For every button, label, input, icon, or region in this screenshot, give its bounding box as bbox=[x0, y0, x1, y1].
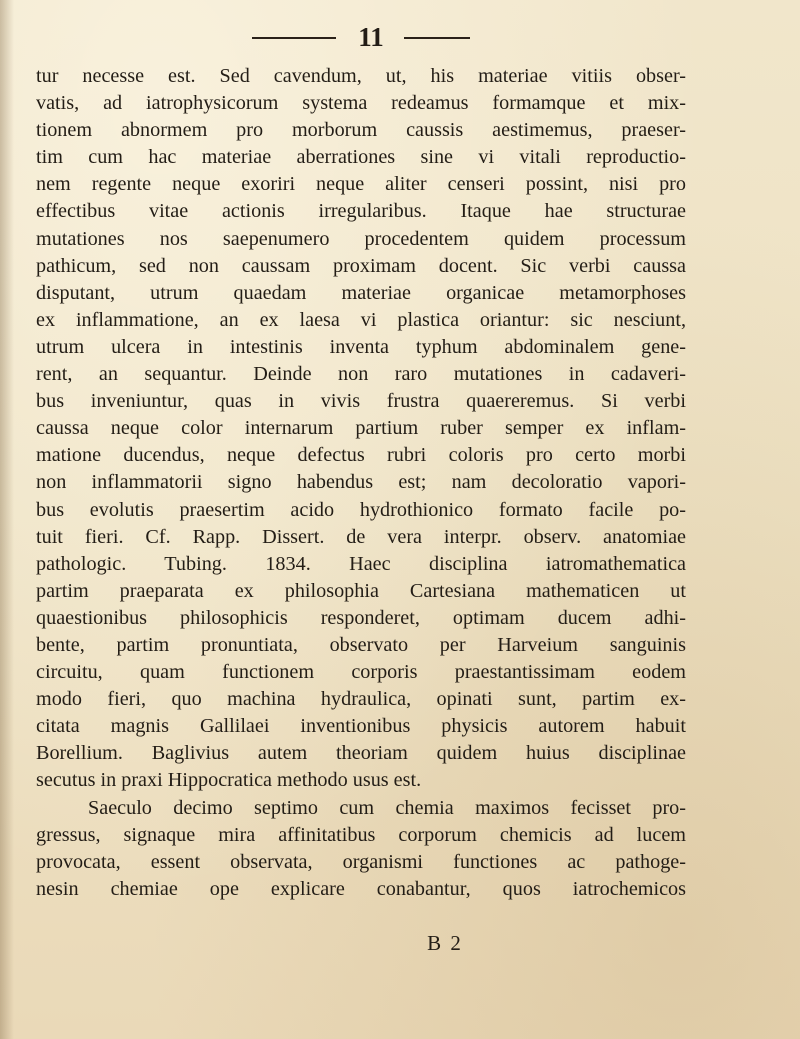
text-line: tionem abnormem pro morborum caussis aestimemus, praeser- bbox=[36, 119, 686, 142]
text-line: modo fieri, quo machina hydraulica, opinati sunt, partim ex- bbox=[36, 688, 686, 711]
text-line-paragraph-end: secutus in praxi Hippocratica methodo usus est. bbox=[36, 769, 422, 792]
page-number: 11 bbox=[358, 22, 384, 52]
text-line: bus evolutis praesertim acido hydrothionico formato facile po- bbox=[36, 498, 686, 521]
header-rule-left bbox=[252, 37, 336, 39]
text-line: tuit fieri. Cf. Rapp. Dissert. de vera interpr. observ. anatomiae bbox=[36, 525, 686, 548]
signature-mark: B 2 bbox=[427, 931, 463, 955]
body-text bbox=[36, 63, 686, 903]
text-line: citata magnis Gallilaei inventionibus physicis autorem habuit bbox=[36, 715, 686, 738]
text-line: tur necesse est. Sed cavendum, ut, his materiae vitiis obser- bbox=[36, 65, 686, 87]
text-line: matione ducendus, neque defectus rubri coloris pro certo morbi bbox=[36, 444, 686, 467]
text-line: effectibus vitae actionis irregularibus. Itaque hae structurae bbox=[36, 200, 686, 223]
text-line: vatis, ad iatrophysicorum systema redeamus formamque et mix- bbox=[36, 92, 686, 115]
text-line: mutationes nos saepenumero procedentem quidem processum bbox=[36, 227, 686, 250]
text-line: gressus, signaque mira affinitatibus corporum chemicis ad lucem bbox=[36, 823, 686, 846]
text-line: non inflammatorii signo habendus est; nam decoloratio vapori- bbox=[36, 471, 686, 494]
text-line: disputant, utrum quaedam materiae organicae metamorphoses bbox=[36, 281, 686, 304]
text-line: bente, partim pronuntiata, observato per Harveium sanguinis bbox=[36, 633, 686, 656]
text-line: partim praeparata ex philosophia Cartesiana mathematicen ut bbox=[36, 579, 686, 602]
text-line: circuitu, quam functionem corporis praestantissimam eodem bbox=[36, 661, 686, 684]
text-line: tim cum hac materiae aberrationes sine vi vitali reproductio- bbox=[36, 146, 686, 169]
header-rule-right bbox=[404, 37, 470, 39]
text-line: quaestionibus philosophicis responderet, optimam ducem adhi- bbox=[36, 606, 686, 629]
text-line: ex inflammatione, an ex laesa vi plastica oriantur: sic nesciunt, bbox=[36, 308, 686, 331]
text-line: rent, an sequantur. Deinde non raro mutationes in cadaveri- bbox=[36, 363, 686, 386]
text-line: provocata, essent observata, organismi functiones ac pathoge- bbox=[36, 850, 686, 873]
text-line: nesin chemiae ope explicare conabantur, quos iatrochemicos bbox=[36, 877, 686, 900]
text-line: nem regente neque exoriri neque aliter censeri possint, nisi pro bbox=[36, 173, 686, 196]
text-line: caussa neque color internarum partium ruber semper ex inflam- bbox=[36, 417, 686, 440]
text-line: Borellium. Baglivius autem theoriam quidem huius disciplinae bbox=[36, 742, 686, 765]
page-header bbox=[0, 20, 800, 54]
text-line-paragraph-start: Saeculo decimo septimo cum chemia maximos fecisset pro- bbox=[88, 796, 686, 819]
text-line: utrum ulcera in intestinis inventa typhum abdominalem gene- bbox=[36, 335, 686, 358]
page-binding-shadow bbox=[0, 0, 14, 1039]
text-line: pathologic. Tubing. 1834. Haec disciplina iatromathematica bbox=[36, 552, 686, 575]
text-line: pathicum, sed non caussam proximam docent. Sic verbi caussa bbox=[36, 254, 686, 277]
text-line: bus inveniuntur, quas in vivis frustra quaereremus. Si verbi bbox=[36, 390, 686, 413]
